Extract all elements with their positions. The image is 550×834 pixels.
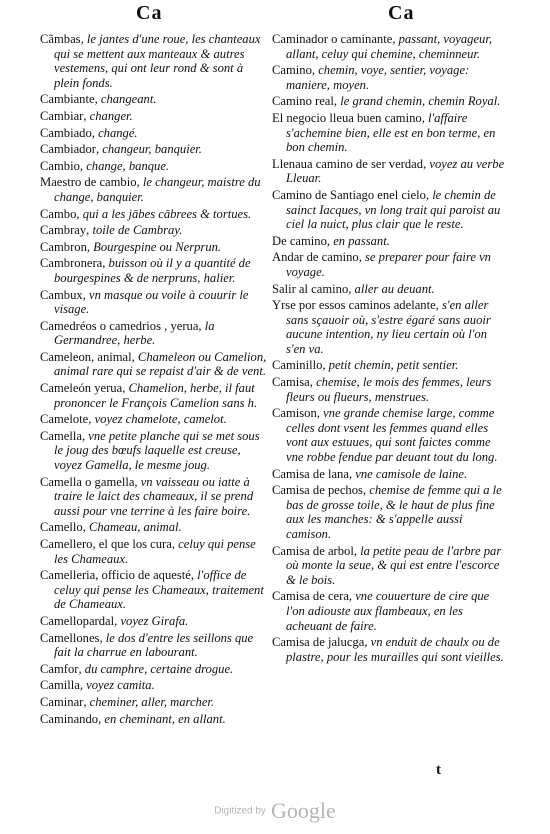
dictionary-entry (40, 662, 268, 677)
dictionary-entry (40, 319, 268, 348)
dictionary-entry (40, 429, 268, 473)
entry-headword: Camino real (272, 94, 334, 109)
dictionary-entry (40, 32, 268, 90)
entry-headword: Camison (272, 406, 317, 421)
entry-definition: , cheminer, aller, marcher. (83, 694, 215, 709)
entry-headword: Camisa de lana (272, 466, 349, 481)
dictionary-entry (272, 483, 508, 541)
dictionary-entry (40, 381, 268, 410)
entry-headword: Llenaua camino de ser verdad (272, 156, 424, 171)
entry-headword: Camelote (40, 412, 89, 427)
entry-headword: Cambiado (40, 125, 92, 140)
dictionary-entry (40, 350, 268, 379)
entry-definition: , voyez chamelote, camelot. (88, 412, 227, 427)
entry-headword: Caminando (40, 711, 99, 726)
dictionary-entry (40, 109, 268, 124)
entry-headword: Camedréos o camedrios , yerua (40, 318, 199, 333)
entry-headword: Camella (40, 428, 82, 443)
entry-definition: , le chemin de sainct Iacques, vn long trait qui paroist au ciel la nuict, plus clair que le reste. (286, 187, 501, 232)
entry-definition: , l'office de celuy qui pense les Chameaux, traitement de Chameaux. (54, 568, 264, 612)
entry-definition: , change, banque. (79, 158, 170, 173)
entry-definition: , voyez camita. (79, 678, 155, 693)
entry-definition: , vne grande chemise large, comme celles dont vsent les femmes quand elles vont aux estuues, qui sont faictes comme vne robbe fendue par deuant tout du long. (286, 406, 498, 465)
entry-headword: Camello (40, 520, 83, 535)
entry-headword: Andar de camino (272, 250, 359, 265)
dictionary-entry (272, 298, 508, 356)
entry-definition: , buisson où il y a quantité de bourgespines & de nerpruns, halier. (54, 256, 251, 285)
digitized-footer (0, 798, 550, 824)
dictionary-entry (272, 544, 508, 588)
entry-definition: , la Germandree, herbe. (54, 318, 215, 348)
entry-definition: , qui a les jābes cābrees & tortues. (76, 206, 252, 221)
dictionary-entry (40, 223, 268, 238)
entry-definition: , changeur, banquier. (95, 142, 202, 157)
dictionary-entry (272, 358, 508, 373)
entry-definition: , vn enduit de chaulx ou de plastre, pour les murailles qui sont vieilles. (286, 635, 504, 664)
entry-definition: , du camphre, certaine drogue. (78, 661, 234, 676)
entry-headword: Camisa de cera (272, 589, 349, 604)
entry-definition: , changer. (83, 108, 133, 123)
dictionary-entry (40, 288, 268, 317)
dictionary-entry (272, 94, 508, 109)
entry-definition: , aller au deuant. (348, 281, 435, 296)
entry-headword: Camellopardal (40, 613, 115, 628)
dictionary-entry (272, 63, 508, 92)
dictionary-entry (272, 188, 508, 232)
google-logo: Google (271, 798, 336, 823)
entry-definition: , Bourgespine ou Nerprun. (86, 239, 222, 254)
entry-headword: El negocio lleua buen camino (272, 110, 422, 125)
entry-definition: , vne petite planche qui se met sous le joug des bœufs laquelle est creuse, voyez Gamella, le mesme joug. (54, 428, 260, 473)
dictionary-entry (40, 568, 268, 612)
entry-headword: Camellones (40, 630, 100, 645)
dictionary-entry (272, 589, 508, 633)
dictionary-entry (40, 614, 268, 629)
dictionary-entry (272, 32, 508, 61)
entry-headword: Cambronera (40, 256, 103, 271)
entry-definition: , le changeur, maistre du change, banquier. (54, 175, 261, 204)
entry-definition: , en cheminant, en allant. (98, 711, 226, 726)
dictionary-entry (272, 111, 508, 155)
dictionary-entry (40, 142, 268, 157)
entry-headword: Cambiador (40, 142, 96, 157)
entry-headword: Cambron (40, 239, 87, 254)
dictionary-entry (40, 159, 268, 174)
entry-headword: Salir al camino (272, 281, 349, 296)
entry-headword: Camellero, el que los cura (40, 537, 172, 551)
entry-headword: Cambiante (40, 92, 95, 107)
dictionary-entry (272, 250, 508, 279)
entry-headword: Cambo (40, 206, 77, 221)
entry-headword: Cambray (40, 223, 87, 238)
dictionary-entry (40, 412, 268, 427)
dictionary-entry (40, 537, 268, 566)
dictionary-entry (272, 635, 508, 664)
dictionary-entry (40, 256, 268, 285)
entry-headword: Camilla (40, 678, 80, 693)
running-head-right: Ca (388, 2, 415, 24)
entry-headword: Caminar (40, 694, 84, 709)
entry-headword: Camella o gamella (40, 474, 135, 489)
entry-headword: Cameleon, animal (40, 349, 132, 364)
entry-headword: Caminillo (272, 358, 323, 373)
dictionary-entry (272, 234, 508, 249)
entry-definition: , celuy qui pense les Chameaux. (54, 537, 256, 566)
entry-definition: , changé. (91, 125, 138, 140)
dictionary-entry (40, 520, 268, 535)
dictionary-entry (40, 207, 268, 222)
right-column (272, 32, 508, 666)
entry-definition: , l'affaire s'achemine bien, elle est en bon terme, en bon chemin. (286, 110, 496, 155)
digitized-by-text: Digitized by (214, 805, 266, 817)
dictionary-entry (40, 678, 268, 693)
entry-definition: , le dos d'entre les seillons que fait la charrue en labourant. (54, 630, 254, 660)
entry-definition: , le jantes d'une roue, les chanteaux qui se mettent aux manteaux & autres vestemens, qui ont leur rond & sont à plein fonds. (54, 32, 261, 90)
entry-definition: , se preparer pour faire vn voyage. (286, 250, 491, 279)
left-column (40, 32, 268, 728)
entry-definition: , chemise, le mois des femmes, leurs fleurs ou flueurs, menstrues. (286, 375, 492, 404)
entry-headword: Cambio (40, 158, 80, 173)
entry-definition: , chemin, voye, sentier, voyage: maniere, moyen. (286, 63, 470, 92)
entry-headword: De camino (272, 233, 327, 248)
entry-definition: , en passant. (326, 233, 390, 248)
dictionary-entry (40, 175, 268, 204)
dictionary-entry (40, 126, 268, 141)
dictionary-entry (40, 475, 268, 519)
entry-definition: , voyez Girafa. (114, 613, 189, 628)
entry-headword: Caminador o caminante (272, 32, 393, 46)
entry-headword: Camfor (40, 661, 79, 676)
entry-definition: , Chameleon ou Camelion, animal rare qui se repaist d'air & de vent. (54, 349, 267, 379)
dictionary-entry (40, 712, 268, 727)
entry-headword: Camisa (272, 375, 310, 390)
entry-definition: , vne camisole de laine. (348, 466, 468, 481)
dictionary-entry (272, 375, 508, 404)
entry-headword: Camelleria, officio de aquesté (40, 568, 191, 583)
dictionary-entry (272, 157, 508, 186)
entry-headword: Camisa de jalucga (272, 635, 365, 650)
dictionary-entry (272, 467, 508, 482)
dictionary-entry (272, 282, 508, 297)
entry-definition: , chemise de femme qui a le bas de grosse toile, & le haut de plus fine aux les manches: & s'appelle aussi camison. (286, 483, 502, 541)
entry-definition: , petit chemin, petit sentier. (322, 358, 459, 373)
entry-definition: , voyez au verbe Lleuar. (286, 156, 505, 186)
entry-headword: Yrse por essos caminos adelante (272, 298, 436, 313)
entry-headword: Camisa de pechos (272, 483, 363, 498)
dictionary-entry (40, 92, 268, 107)
dictionary-entry (272, 406, 508, 464)
entry-headword: Cãmbas (40, 32, 81, 46)
entry-headword: Cameleón yerua (40, 381, 123, 396)
entry-definition: , vn vaisseau ou iatte à traire le laict des chameaux, il se prend aussi pour vne terrine à les faire boire. (54, 474, 254, 518)
signature-mark: t (436, 762, 441, 778)
entry-definition: , Chamelion, herbe, il faut prononcer le François Camelion sans h. (54, 381, 258, 410)
entry-headword: Camino de Santiago enel cielo (272, 187, 426, 202)
entry-definition: , toile de Cambray. (86, 223, 183, 238)
running-head-left: Ca (136, 2, 163, 24)
entry-headword: Cambiar (40, 108, 84, 123)
entry-definition: , vne couuerture de cire que l'on adiouste aux flambeaux, en les acheuant de faire. (286, 589, 490, 633)
entry-definition: , passant, voyageur, allant, celuy qui chemine, cheminneur. (286, 32, 493, 61)
entry-definition: , vn masque ou voile à couurir le visage. (54, 287, 249, 317)
dictionary-entry (40, 240, 268, 255)
entry-definition: , changeant. (94, 92, 157, 107)
entry-definition: , s'en aller sans sçauoir où, s'estre égaré sans auoir aucune intention, ny lieu certain où l'on s'en va. (286, 298, 491, 356)
dictionary-entry (40, 631, 268, 660)
entry-definition: , le grand chemin, chemin Royal. (333, 94, 501, 109)
entry-headword: Maestro de cambio (40, 175, 137, 190)
entry-headword: Cambux (40, 287, 83, 302)
entry-definition: , la petite peau de l'arbre par où monte la seue, & qui est entre l'escorce & le bois. (286, 543, 502, 587)
entry-definition: , Chameau, animal. (82, 520, 182, 535)
entry-headword: Camisa de arbol (272, 543, 354, 558)
entry-headword: Camino (272, 63, 312, 78)
dictionary-entry (40, 695, 268, 710)
